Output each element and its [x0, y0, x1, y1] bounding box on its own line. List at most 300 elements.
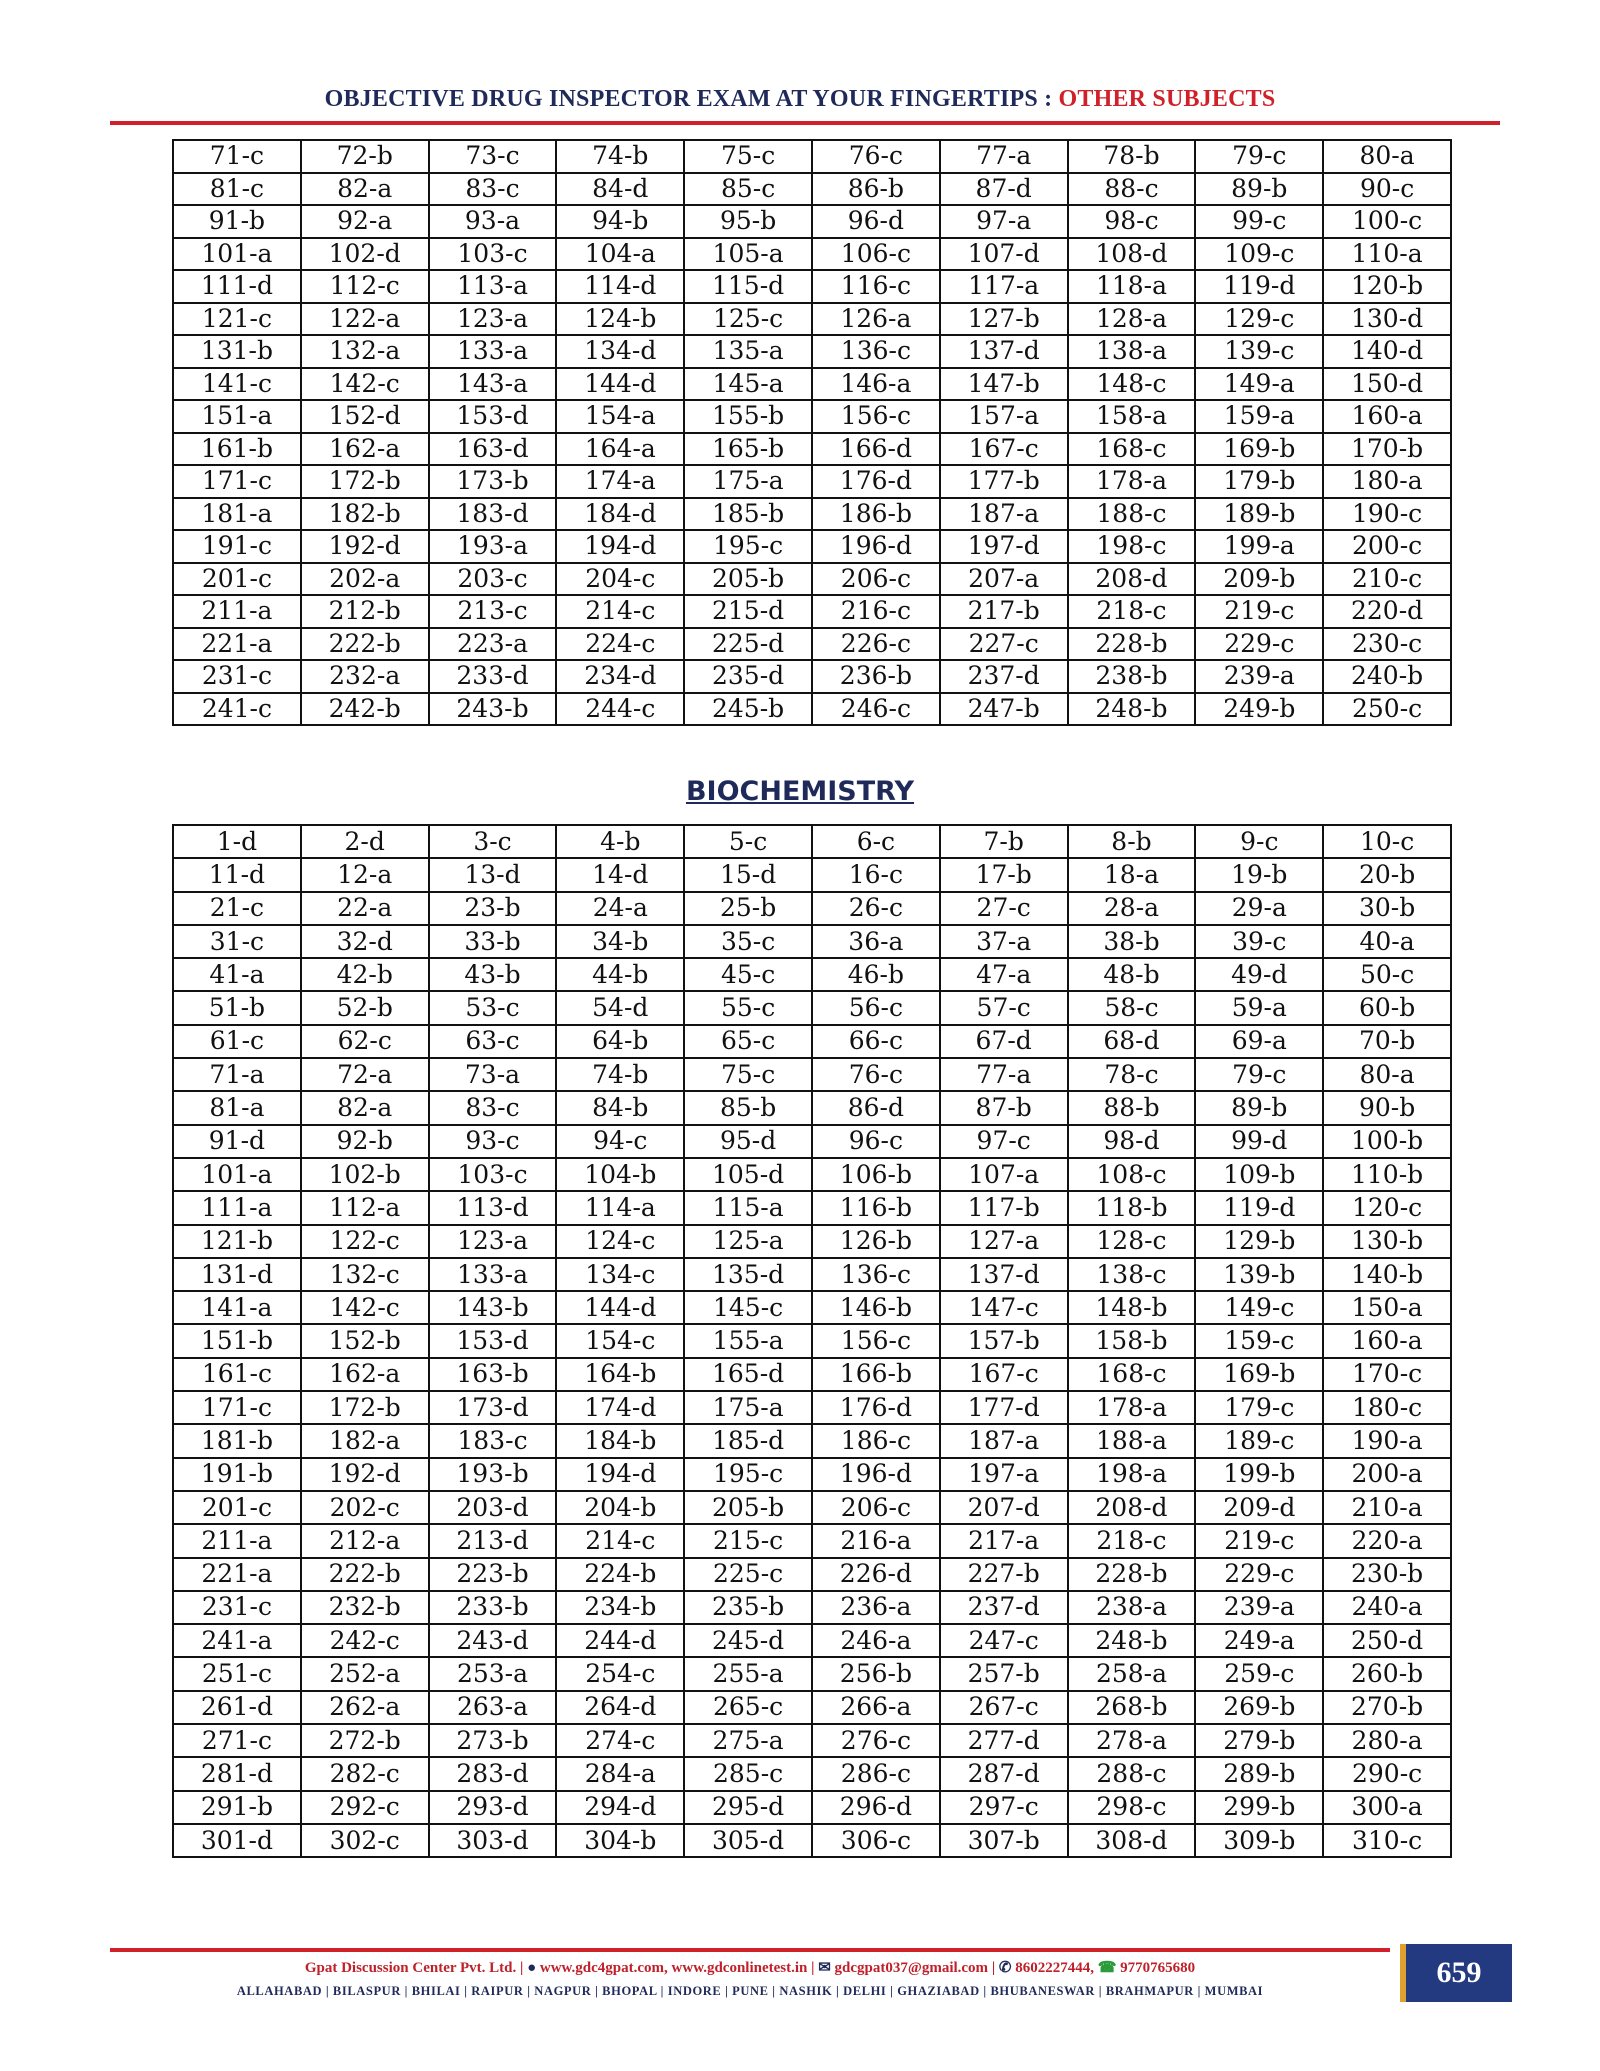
answer-cell: 78-b — [1068, 140, 1196, 173]
answer-cell: 225-c — [684, 1558, 812, 1591]
answer-cell: 178-a — [1068, 465, 1196, 498]
answer-cell: 88-c — [1068, 173, 1196, 206]
answer-cell: 113-a — [429, 270, 557, 303]
answer-cell: 304-b — [556, 1824, 684, 1857]
answer-cell: 95-d — [684, 1125, 812, 1158]
answer-cell: 173-b — [429, 465, 557, 498]
answer-cell: 5-c — [684, 825, 812, 858]
answer-cell: 51-b — [173, 991, 301, 1024]
answer-cell: 288-c — [1068, 1757, 1196, 1790]
answer-cell: 172-b — [301, 465, 429, 498]
answer-cell: 46-b — [812, 958, 940, 991]
answer-cell: 275-a — [684, 1724, 812, 1757]
answer-cell: 153-d — [429, 1324, 557, 1357]
answer-cell: 133-a — [429, 335, 557, 368]
answer-cell: 244-c — [556, 693, 684, 726]
answer-cell: 201-c — [173, 1491, 301, 1524]
answer-cell: 293-d — [429, 1791, 557, 1824]
answer-cell: 26-c — [812, 892, 940, 925]
answer-cell: 132-c — [301, 1258, 429, 1291]
answer-cell: 146-a — [812, 368, 940, 401]
answer-cell: 69-a — [1195, 1025, 1323, 1058]
header-title-subject: OTHER SUBJECTS — [1058, 86, 1276, 112]
answer-cell: 212-a — [301, 1524, 429, 1557]
answer-cell: 256-b — [812, 1657, 940, 1690]
answer-cell: 82-a — [301, 173, 429, 206]
other-subjects-row — [173, 335, 1451, 368]
answer-cell: 136-c — [812, 335, 940, 368]
answer-cell: 236-a — [812, 1591, 940, 1624]
answer-cell: 190-c — [1323, 498, 1451, 531]
answer-cell: 158-b — [1068, 1324, 1196, 1357]
answer-cell: 73-a — [429, 1058, 557, 1091]
answer-cell: 79-c — [1195, 1058, 1323, 1091]
answer-cell: 215-d — [684, 595, 812, 628]
answer-cell: 192-d — [301, 1458, 429, 1491]
answer-cell: 216-c — [812, 595, 940, 628]
answer-cell: 16-c — [812, 858, 940, 891]
answer-cell: 197-d — [940, 530, 1068, 563]
answer-cell: 23-b — [429, 892, 557, 925]
answer-cell: 284-a — [556, 1757, 684, 1790]
answer-cell: 28-a — [1068, 892, 1196, 925]
answer-cell: 310-c — [1323, 1824, 1451, 1857]
answer-cell: 206-c — [812, 1491, 940, 1524]
answer-cell: 249-a — [1195, 1624, 1323, 1657]
answer-cell: 181-b — [173, 1424, 301, 1457]
answer-cell: 164-a — [556, 433, 684, 466]
biochemistry-row — [173, 925, 1451, 958]
answer-cell: 281-d — [173, 1757, 301, 1790]
answer-cell: 64-b — [556, 1025, 684, 1058]
answer-cell: 79-c — [1195, 140, 1323, 173]
answer-cell: 138-c — [1068, 1258, 1196, 1291]
answer-cell: 271-c — [173, 1724, 301, 1757]
answer-cell: 223-a — [429, 628, 557, 661]
answer-cell: 248-b — [1068, 1624, 1196, 1657]
answer-cell: 148-c — [1068, 368, 1196, 401]
biochemistry-row — [173, 1158, 1451, 1191]
whatsapp-icon: ☎ — [1097, 1960, 1117, 1976]
phone-icon: ✆ — [998, 1960, 1012, 1976]
answer-cell: 232-a — [301, 660, 429, 693]
answer-cell: 122-a — [301, 303, 429, 336]
answer-cell: 237-d — [940, 1591, 1068, 1624]
answer-cell: 225-d — [684, 628, 812, 661]
answer-cell: 77-a — [940, 1058, 1068, 1091]
answer-cell: 71-a — [173, 1058, 301, 1091]
answer-cell: 305-d — [684, 1824, 812, 1857]
biochemistry-row — [173, 1358, 1451, 1391]
answer-cell: 91-d — [173, 1125, 301, 1158]
answer-cell: 132-a — [301, 335, 429, 368]
biochemistry-row — [173, 1558, 1451, 1591]
header-title-separator: : — [1037, 86, 1059, 112]
answer-cell: 170-b — [1323, 433, 1451, 466]
answer-cell: 175-a — [684, 1391, 812, 1424]
answer-cell: 211-a — [173, 1524, 301, 1557]
answer-cell: 31-c — [173, 925, 301, 958]
answer-cell: 215-c — [684, 1524, 812, 1557]
answer-cell: 105-d — [684, 1158, 812, 1191]
answer-cell: 217-b — [940, 595, 1068, 628]
answer-cell: 142-c — [301, 368, 429, 401]
answer-cell: 127-b — [940, 303, 1068, 336]
answer-cell: 202-a — [301, 563, 429, 596]
answer-cell: 169-b — [1195, 433, 1323, 466]
answer-cell: 286-c — [812, 1757, 940, 1790]
answer-cell: 120-c — [1323, 1191, 1451, 1224]
answer-cell: 169-b — [1195, 1358, 1323, 1391]
answer-cell: 104-a — [556, 238, 684, 271]
answer-cell: 243-b — [429, 693, 557, 726]
answer-cell: 179-b — [1195, 465, 1323, 498]
answer-cell: 306-c — [812, 1824, 940, 1857]
answer-cell: 41-a — [173, 958, 301, 991]
answer-cell: 191-b — [173, 1458, 301, 1491]
answer-cell: 75-c — [684, 140, 812, 173]
answer-cell: 48-b — [1068, 958, 1196, 991]
answer-cell: 78-c — [1068, 1058, 1196, 1091]
answer-cell: 45-c — [684, 958, 812, 991]
answer-cell: 57-c — [940, 991, 1068, 1024]
other-subjects-table-body — [173, 140, 1451, 725]
other-subjects-row — [173, 238, 1451, 271]
answer-cell: 19-b — [1195, 858, 1323, 891]
answer-cell: 90-b — [1323, 1091, 1451, 1124]
answer-cell: 95-b — [684, 205, 812, 238]
answer-cell: 116-b — [812, 1191, 940, 1224]
answer-cell: 187-a — [940, 1424, 1068, 1457]
answer-cell: 188-a — [1068, 1424, 1196, 1457]
answer-cell: 118-b — [1068, 1191, 1196, 1224]
answer-cell: 245-b — [684, 693, 812, 726]
answer-cell: 81-c — [173, 173, 301, 206]
answer-cell: 241-a — [173, 1624, 301, 1657]
answer-cell: 85-c — [684, 173, 812, 206]
header-title-main: OBJECTIVE DRUG INSPECTOR EXAM AT YOUR FINGERTIPS — [324, 86, 1038, 112]
answer-cell: 112-a — [301, 1191, 429, 1224]
answer-cell: 285-c — [684, 1757, 812, 1790]
biochemistry-row — [173, 1791, 1451, 1824]
answer-cell: 123-a — [429, 1225, 557, 1258]
answer-cell: 32-d — [301, 925, 429, 958]
answer-cell: 96-c — [812, 1125, 940, 1158]
answer-cell: 221-a — [173, 1558, 301, 1591]
answer-cell: 164-b — [556, 1358, 684, 1391]
answer-cell: 119-d — [1195, 1191, 1323, 1224]
answer-cell: 211-a — [173, 595, 301, 628]
answer-cell: 151-a — [173, 400, 301, 433]
answer-cell: 236-b — [812, 660, 940, 693]
answer-cell: 157-b — [940, 1324, 1068, 1357]
footer-phone: 8602227444, — [1015, 1960, 1094, 1976]
answer-cell: 34-b — [556, 925, 684, 958]
answer-cell: 42-b — [301, 958, 429, 991]
other-subjects-answer-table — [172, 139, 1452, 726]
answer-cell: 110-a — [1323, 238, 1451, 271]
answer-cell: 18-a — [1068, 858, 1196, 891]
other-subjects-row — [173, 270, 1451, 303]
other-subjects-row — [173, 368, 1451, 401]
answer-cell: 24-a — [556, 892, 684, 925]
answer-cell: 155-a — [684, 1324, 812, 1357]
answer-cell: 12-a — [301, 858, 429, 891]
answer-cell: 142-c — [301, 1291, 429, 1324]
footer-company: Gpat Discussion Center Pvt. Ltd. — [304, 1960, 517, 1976]
answer-cell: 162-a — [301, 433, 429, 466]
footer-whatsapp: 9770765680 — [1120, 1960, 1196, 1976]
answer-cell: 98-d — [1068, 1125, 1196, 1158]
answer-cell: 117-a — [940, 270, 1068, 303]
answer-cell: 224-b — [556, 1558, 684, 1591]
answer-cell: 222-b — [301, 628, 429, 661]
answer-cell: 62-c — [301, 1025, 429, 1058]
answer-cell: 97-a — [940, 205, 1068, 238]
answer-cell: 181-a — [173, 498, 301, 531]
answer-cell: 131-d — [173, 1258, 301, 1291]
answer-cell: 70-b — [1323, 1025, 1451, 1058]
answer-cell: 252-a — [301, 1657, 429, 1690]
answer-cell: 279-b — [1195, 1724, 1323, 1757]
answer-cell: 242-b — [301, 693, 429, 726]
answer-cell: 231-c — [173, 660, 301, 693]
answer-cell: 254-c — [556, 1657, 684, 1690]
answer-cell: 206-c — [812, 563, 940, 596]
answer-cell: 227-c — [940, 628, 1068, 661]
answer-cell: 144-d — [556, 1291, 684, 1324]
biochemistry-row — [173, 1458, 1451, 1491]
answer-cell: 177-d — [940, 1391, 1068, 1424]
other-subjects-row — [173, 563, 1451, 596]
answer-cell: 131-b — [173, 335, 301, 368]
header-divider — [110, 121, 1500, 125]
biochemistry-row — [173, 1657, 1451, 1690]
biochemistry-row — [173, 1058, 1451, 1091]
answer-cell: 90-c — [1323, 173, 1451, 206]
answer-cell: 83-c — [429, 1091, 557, 1124]
other-subjects-row — [173, 660, 1451, 693]
answer-cell: 109-c — [1195, 238, 1323, 271]
answer-cell: 160-a — [1323, 1324, 1451, 1357]
answer-cell: 172-b — [301, 1391, 429, 1424]
answer-cell: 287-d — [940, 1757, 1068, 1790]
biochemistry-row — [173, 1291, 1451, 1324]
answer-cell: 186-c — [812, 1424, 940, 1457]
answer-cell: 217-a — [940, 1524, 1068, 1557]
answer-cell: 157-a — [940, 400, 1068, 433]
answer-cell: 267-c — [940, 1691, 1068, 1724]
answer-cell: 167-c — [940, 1358, 1068, 1391]
answer-cell: 238-b — [1068, 660, 1196, 693]
answer-cell: 213-d — [429, 1524, 557, 1557]
biochemistry-row — [173, 1824, 1451, 1857]
answer-cell: 14-d — [556, 858, 684, 891]
answer-cell: 212-b — [301, 595, 429, 628]
answer-cell: 141-a — [173, 1291, 301, 1324]
answer-cell: 150-a — [1323, 1291, 1451, 1324]
answer-cell: 108-c — [1068, 1158, 1196, 1191]
other-subjects-row — [173, 530, 1451, 563]
footer-cities: ALLAHABAD | BILASPUR | BHILAI | RAIPUR | NAGPUR | BHOPAL | INDORE | PUNE | NASHIK | DELHI | GHAZIABAD | BHUBANESWAR | BRAHMAPUR | MUMBAI — [236, 1984, 1264, 1998]
answer-cell: 171-c — [173, 1391, 301, 1424]
answer-cell: 149-c — [1195, 1291, 1323, 1324]
answer-cell: 289-b — [1195, 1757, 1323, 1790]
answer-cell: 270-b — [1323, 1691, 1451, 1724]
answer-cell: 143-a — [429, 368, 557, 401]
answer-cell: 207-d — [940, 1491, 1068, 1524]
answer-cell: 220-d — [1323, 595, 1451, 628]
answer-cell: 294-d — [556, 1791, 684, 1824]
answer-cell: 159-c — [1195, 1324, 1323, 1357]
answer-cell: 7-b — [940, 825, 1068, 858]
answer-cell: 96-d — [812, 205, 940, 238]
answer-cell: 176-d — [812, 1391, 940, 1424]
answer-cell: 83-c — [429, 173, 557, 206]
answer-cell: 50-c — [1323, 958, 1451, 991]
answer-cell: 239-a — [1195, 660, 1323, 693]
answer-cell: 125-a — [684, 1225, 812, 1258]
answer-cell: 37-a — [940, 925, 1068, 958]
answer-cell: 154-a — [556, 400, 684, 433]
answer-cell: 168-c — [1068, 1358, 1196, 1391]
answer-cell: 276-c — [812, 1724, 940, 1757]
answer-cell: 136-c — [812, 1258, 940, 1291]
biochemistry-row — [173, 1724, 1451, 1757]
answer-cell: 291-b — [173, 1791, 301, 1824]
answer-cell: 153-d — [429, 400, 557, 433]
footer-email[interactable]: gdcgpat037@gmail.com — [834, 1960, 989, 1976]
other-subjects-row — [173, 140, 1451, 173]
answer-cell: 92-a — [301, 205, 429, 238]
answer-cell: 102-d — [301, 238, 429, 271]
answer-cell: 200-a — [1323, 1458, 1451, 1491]
answer-cell: 202-c — [301, 1491, 429, 1524]
answer-cell: 22-a — [301, 892, 429, 925]
answer-cell: 54-d — [556, 991, 684, 1024]
answer-cell: 231-c — [173, 1591, 301, 1624]
answer-cell: 176-d — [812, 465, 940, 498]
answer-cell: 103-c — [429, 1158, 557, 1191]
answer-cell: 75-c — [684, 1058, 812, 1091]
answer-cell: 302-c — [301, 1824, 429, 1857]
answer-cell: 106-b — [812, 1158, 940, 1191]
answer-cell: 30-b — [1323, 892, 1451, 925]
answer-cell: 218-c — [1068, 1524, 1196, 1557]
answer-cell: 52-b — [301, 991, 429, 1024]
biochemistry-row — [173, 1225, 1451, 1258]
answer-cell: 205-b — [684, 563, 812, 596]
answer-cell: 307-b — [940, 1824, 1068, 1857]
answer-cell: 250-d — [1323, 1624, 1451, 1657]
answer-cell: 104-b — [556, 1158, 684, 1191]
answer-cell: 163-b — [429, 1358, 557, 1391]
biochemistry-row — [173, 1258, 1451, 1291]
answer-cell: 71-c — [173, 140, 301, 173]
answer-cell: 145-a — [684, 368, 812, 401]
answer-cell: 282-c — [301, 1757, 429, 1790]
answer-cell: 72-a — [301, 1058, 429, 1091]
biochemistry-row — [173, 1125, 1451, 1158]
answer-cell: 240-a — [1323, 1591, 1451, 1624]
answer-cell: 260-b — [1323, 1657, 1451, 1690]
answer-cell: 84-d — [556, 173, 684, 206]
answer-cell: 123-a — [429, 303, 557, 336]
answer-cell: 59-a — [1195, 991, 1323, 1024]
answer-cell: 149-a — [1195, 368, 1323, 401]
answer-cell: 274-c — [556, 1724, 684, 1757]
answer-cell: 234-d — [556, 660, 684, 693]
answer-cell: 80-a — [1323, 1058, 1451, 1091]
answer-cell: 197-a — [940, 1458, 1068, 1491]
answer-cell: 122-c — [301, 1225, 429, 1258]
answer-cell: 21-c — [173, 892, 301, 925]
answer-cell: 154-c — [556, 1324, 684, 1357]
answer-cell: 228-b — [1068, 628, 1196, 661]
answer-cell: 233-d — [429, 660, 557, 693]
answer-cell: 89-b — [1195, 173, 1323, 206]
biochemistry-row — [173, 1191, 1451, 1224]
answer-cell: 80-a — [1323, 140, 1451, 173]
globe-icon: ● — [527, 1960, 537, 1976]
answer-cell: 73-c — [429, 140, 557, 173]
footer-websites[interactable]: www.gdc4gpat.com, www.gdconlinetest.in — [539, 1960, 808, 1976]
answer-cell: 125-c — [684, 303, 812, 336]
answer-cell: 66-c — [812, 1025, 940, 1058]
answer-cell: 99-d — [1195, 1125, 1323, 1158]
answer-cell: 93-c — [429, 1125, 557, 1158]
answer-cell: 105-a — [684, 238, 812, 271]
answer-cell: 210-a — [1323, 1491, 1451, 1524]
answer-cell: 118-a — [1068, 270, 1196, 303]
answer-cell: 145-c — [684, 1291, 812, 1324]
page-number: 659 — [1436, 1956, 1482, 1989]
answer-cell: 147-c — [940, 1291, 1068, 1324]
answer-cell: 68-d — [1068, 1025, 1196, 1058]
answer-cell: 92-b — [301, 1125, 429, 1158]
answer-cell: 100-c — [1323, 205, 1451, 238]
answer-cell: 35-c — [684, 925, 812, 958]
answer-cell: 86-d — [812, 1091, 940, 1124]
answer-cell: 135-d — [684, 1258, 812, 1291]
footer-divider — [110, 1948, 1390, 1952]
answer-cell: 229-c — [1195, 1558, 1323, 1591]
biochemistry-answer-table — [172, 824, 1452, 1858]
answer-cell: 198-c — [1068, 530, 1196, 563]
answer-cell: 114-d — [556, 270, 684, 303]
answer-cell: 166-b — [812, 1358, 940, 1391]
answer-cell: 148-b — [1068, 1291, 1196, 1324]
answer-cell: 192-d — [301, 530, 429, 563]
answer-cell: 1-d — [173, 825, 301, 858]
answer-cell: 130-b — [1323, 1225, 1451, 1258]
answer-cell: 33-b — [429, 925, 557, 958]
answer-cell: 81-a — [173, 1091, 301, 1124]
answer-cell: 49-d — [1195, 958, 1323, 991]
answer-cell: 209-d — [1195, 1491, 1323, 1524]
answer-cell: 259-c — [1195, 1657, 1323, 1690]
answer-cell: 134-d — [556, 335, 684, 368]
answer-cell: 53-c — [429, 991, 557, 1024]
answer-cell: 76-c — [812, 140, 940, 173]
answer-cell: 97-c — [940, 1125, 1068, 1158]
answer-cell: 133-a — [429, 1258, 557, 1291]
answer-cell: 214-c — [556, 1524, 684, 1557]
other-subjects-row — [173, 205, 1451, 238]
answer-cell: 156-c — [812, 400, 940, 433]
answer-cell: 162-a — [301, 1358, 429, 1391]
answer-cell: 224-c — [556, 628, 684, 661]
